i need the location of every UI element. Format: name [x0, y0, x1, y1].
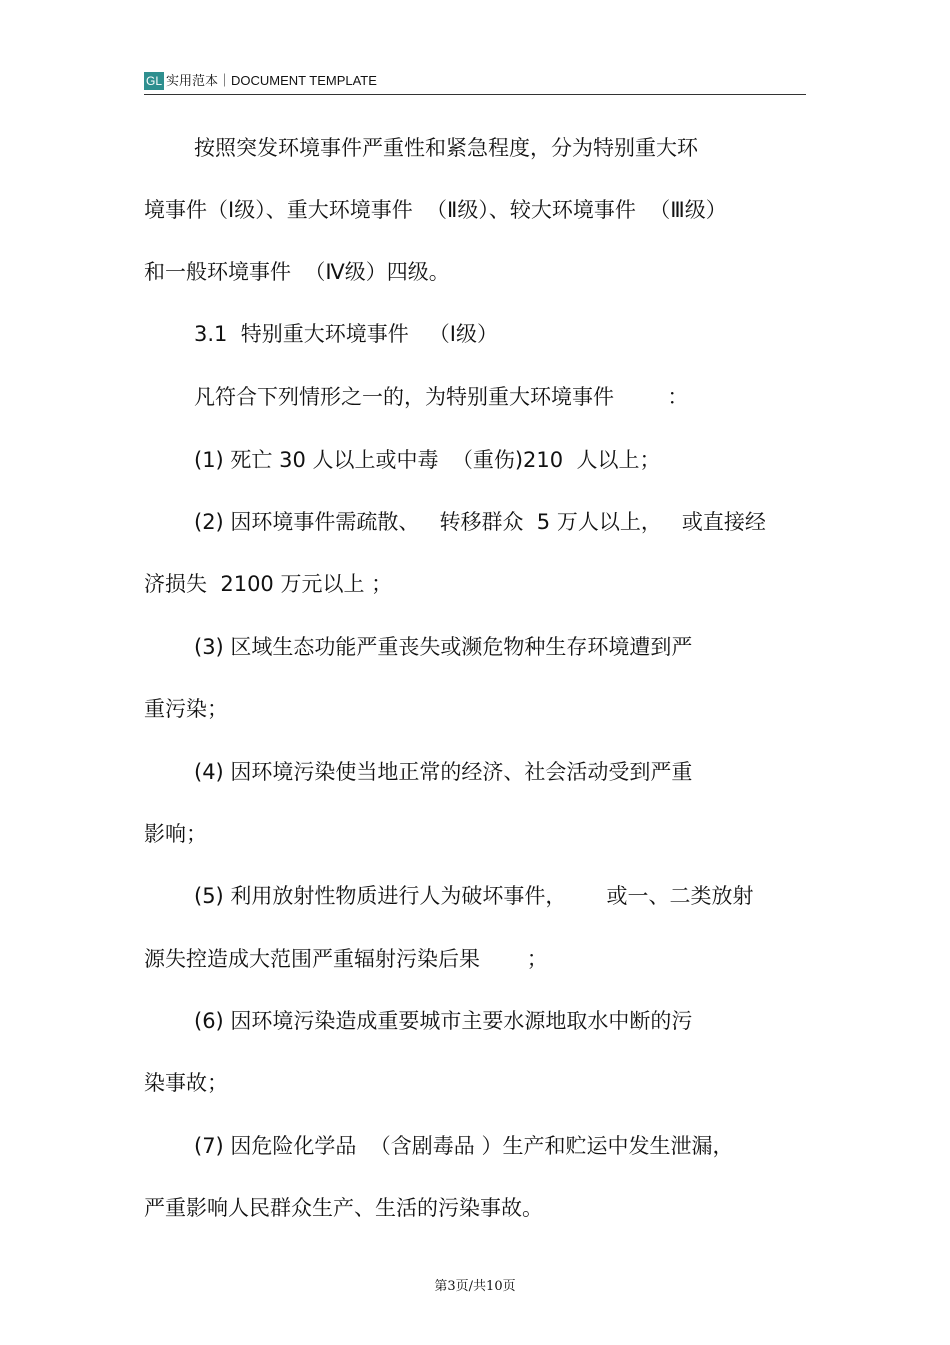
section-heading: 3.1 特别重大环境事件 （Ⅰ级）: [194, 322, 498, 346]
list-item: (2) 因环境事件需疏散、 转移群众 5 万人以上， 或直接经: [194, 510, 766, 534]
logo-icon: GL: [145, 74, 162, 88]
list-item-continuation: 济损失 2100 万元以上 ；: [144, 572, 393, 596]
paragraph-line: 和一般环境事件 （Ⅳ级）四级。: [144, 260, 450, 284]
list-item: (7) 因危险化学品 （含剧毒品 ）生产和贮运中发生泄漏，: [194, 1134, 734, 1158]
list-item: (1) 死亡 30 人以上或中毒 （重伤)210 人以上；: [194, 448, 661, 472]
header-title: 实用范本｜DOCUMENT TEMPLATE: [166, 73, 377, 88]
page-number: 第3页/共10页: [434, 1279, 516, 1294]
paragraph-line: 凡符合下列情形之一的，为特别重大环境事件 ：: [194, 385, 689, 409]
list-item-continuation: 源失控造成大范围严重辐射污染后果 ；: [144, 947, 548, 971]
paragraph-line: 境事件（Ⅰ级）、重大环境事件 （Ⅱ级）、较大环境事件 （Ⅲ级）: [144, 198, 727, 222]
paragraph-line: 按照突发环境事件严重性和紧急程度，分为特别重大环: [194, 136, 698, 160]
list-item: (4) 因环境污染使当地正常的经济、社会活动受到严重: [194, 760, 693, 784]
list-item: (3) 区域生态功能严重丧失或濒危物种生存环境遭到严: [194, 635, 693, 659]
page-header: [144, 70, 806, 95]
list-item-continuation: 重污染；: [144, 697, 228, 721]
list-item: (6) 因环境污染造成重要城市主要水源地取水中断的污: [194, 1009, 693, 1033]
list-item: (5) 利用放射性物质进行人为破坏事件， 或一、二类放射: [194, 884, 754, 908]
list-item-continuation: 染事故；: [144, 1071, 228, 1095]
list-item-continuation: 严重影响人民群众生产、生活的污染事故。: [144, 1196, 543, 1220]
list-item-continuation: 影响；: [144, 822, 207, 846]
